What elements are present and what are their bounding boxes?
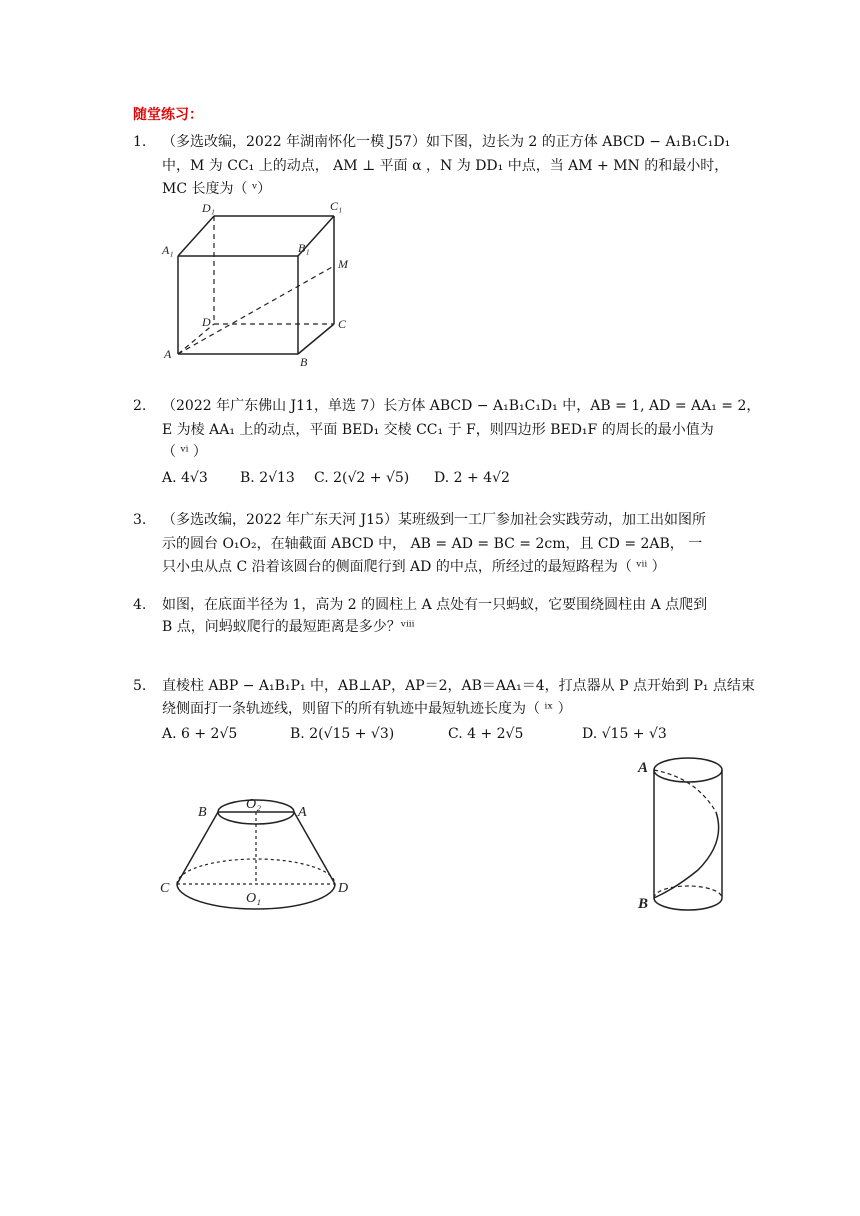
question-line: 绕侧面打一条轨迹线，则留下的所有轨迹中最短轨迹长度为（ ⁱˣ ） [162, 701, 572, 717]
question-line: B 点，问蚂蚁爬行的最短距离是多少？ᵛⁱⁱⁱ [162, 619, 415, 635]
cube-label: D [202, 315, 211, 329]
cube-label: C₁ [330, 199, 343, 213]
answer-option: D. 2 + 4√2 [434, 470, 510, 486]
cube-label: M [338, 257, 348, 271]
frustum-figure [156, 788, 356, 918]
answer-option: C. 4 + 2√5 [448, 726, 524, 742]
cube-label: D₁ [202, 201, 215, 215]
frustum-label: B [198, 805, 207, 820]
cube-figure [158, 196, 358, 368]
answer-option: D. √15 + √3 [582, 726, 667, 742]
frustum-label: O₁ [246, 891, 261, 906]
answer-option: C. 2(√2 + √5) [314, 470, 410, 486]
question-line: （2022 年广东佛山 J11，单选 7）长方体 ABCD − A₁B₁C₁D₁ 中，AB = 1, AD = AA₁ = 2， [162, 398, 761, 414]
question-line: 直棱柱 ABP − A₁B₁P₁ 中，AB⊥AP，AP＝2，AB＝AA₁＝4，打点器从 P 点开始到 P₁ 点结束 [162, 678, 755, 694]
question-line: （ ᵛⁱ ） [162, 444, 207, 460]
cylinder-label: B [638, 896, 649, 912]
answer-option: B. 2√13 [240, 470, 295, 486]
frustum-label: A [298, 805, 307, 820]
question-line: （多选改编，2022 年湖南怀化一模 J57）如下图，边长为 2 的正方体 ABCD − A₁B₁C₁D₁ [162, 134, 731, 150]
question-line: 示的圆台 O₁O₂，在轴截面 ABCD 中， AB = AD = BC = 2cm，且 CD = 2AB， 一 [162, 536, 703, 552]
question-number: 4. [133, 597, 147, 613]
cube-label: B [300, 355, 308, 368]
question-number: 2. [133, 398, 147, 414]
frustum-label: D [338, 881, 349, 896]
question-number: 1. [133, 134, 147, 150]
cube-label: A₁ [162, 243, 174, 257]
question-line: （多选改编，2022 年广东天河 J15）某班级到一工厂参加社会实践劳动，加工出如图所 [162, 512, 706, 528]
answer-option: A. 6 + 2√5 [162, 726, 238, 742]
question-line: 只小虫从点 C 沿着该圆台的侧面爬行到 AD 的中点，所经过的最短路程为（ ᵛⁱⁱ ） [162, 559, 666, 575]
frustum-label: C [160, 881, 170, 896]
cube-label: B₁ [298, 241, 310, 255]
question-line: 如图，在底面半径为 1，高为 2 的圆柱上 A 点处有一只蚂蚁，它要围绕圆柱由 A 点爬到 [162, 597, 708, 613]
cube-label: C [338, 317, 347, 331]
question-line: MC 长度为（ ᵛ） [162, 181, 272, 197]
question-number: 5. [133, 678, 147, 694]
answer-option: A. 4√3 [162, 470, 208, 486]
cylinder-label: A [638, 760, 649, 776]
question-line: E 为棱 AA₁ 上的动点，平面 BED₁ 交棱 CC₁ 于 F，则四边形 BED₁F 的周长的最小值为 [162, 422, 714, 438]
answer-option: B. 2(√15 + √3) [290, 726, 395, 742]
frustum-label: O₂ [246, 797, 261, 812]
question-line: 中，M 为 CC₁ 上的动点， AM ⊥ 平面 α ，N 为 DD₁ 中点，当 AM + MN 的和最小时， [162, 158, 729, 174]
cube-label: A [164, 347, 172, 361]
section-title: 随堂练习： [133, 107, 203, 123]
cylinder-figure [636, 752, 736, 918]
question-number: 3. [133, 512, 147, 528]
